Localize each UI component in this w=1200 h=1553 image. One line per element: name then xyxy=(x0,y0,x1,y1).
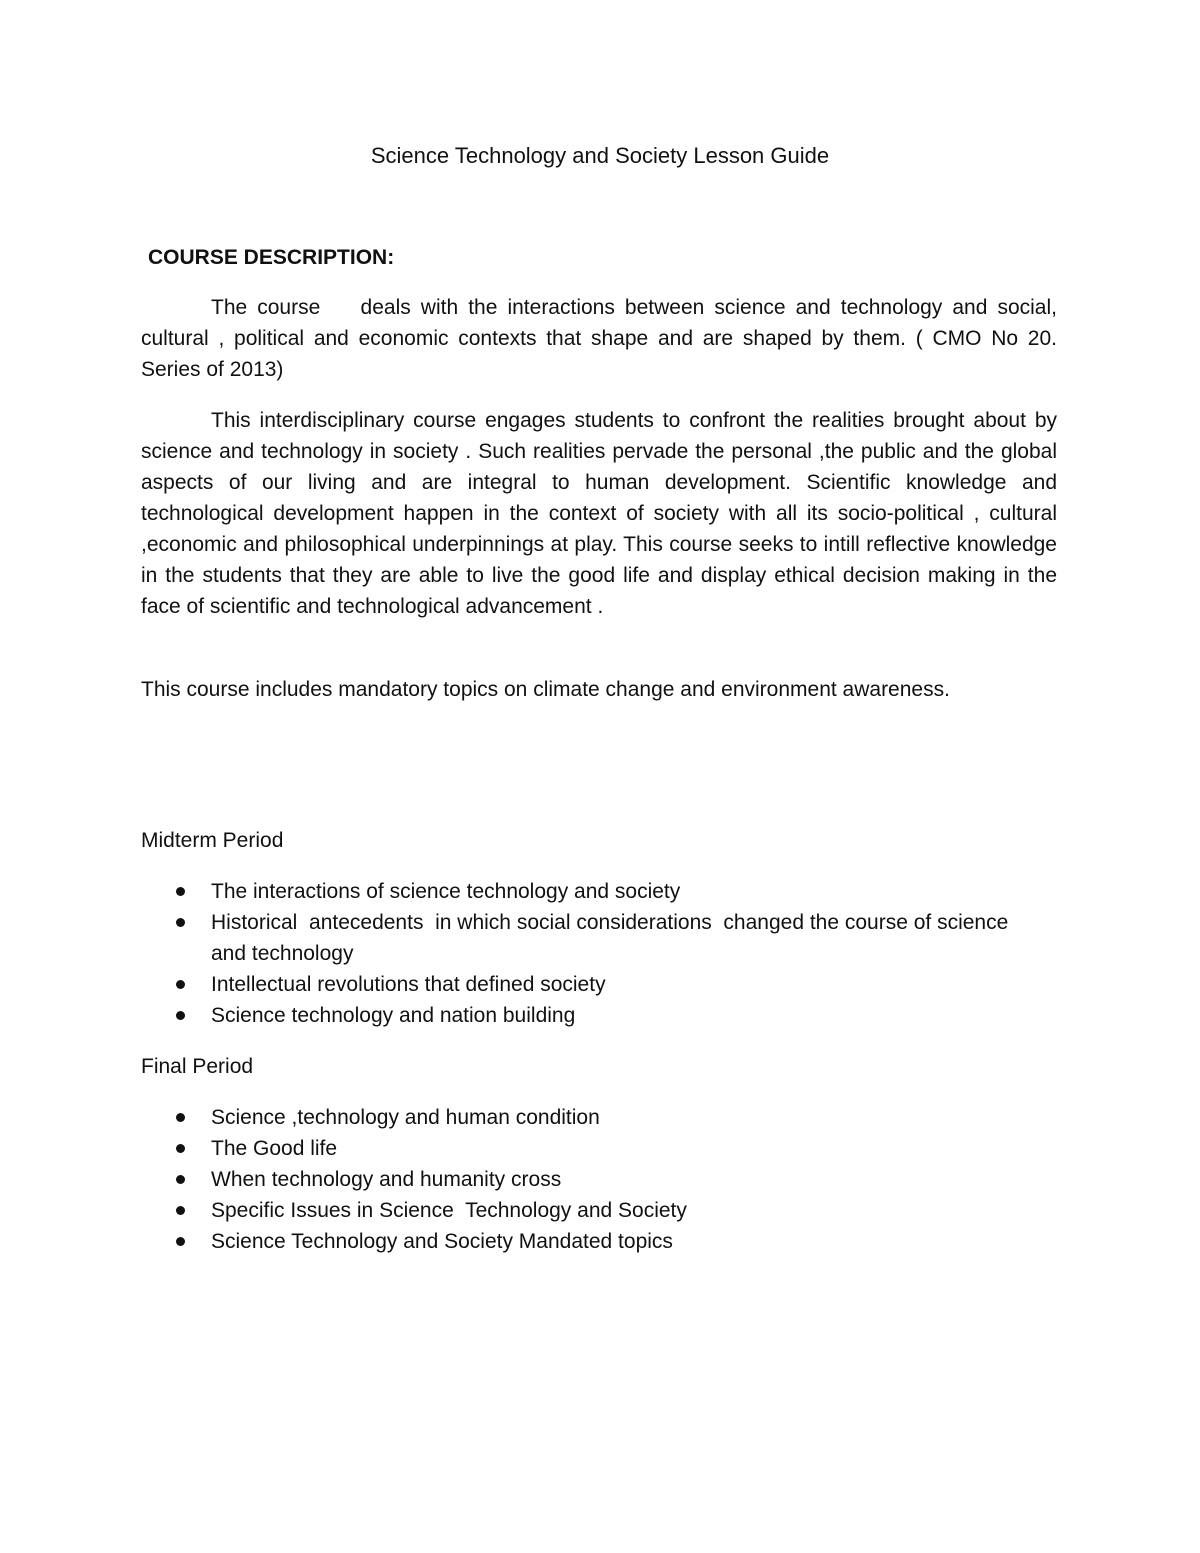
bullet-icon xyxy=(176,1237,185,1246)
bullet-icon xyxy=(176,918,185,927)
bullet-icon xyxy=(176,887,185,896)
paragraph-text: This course includes mandatory topics on climate change and environment awareness. xyxy=(141,678,950,701)
list-item-text: Intellectual revolutions that defined society xyxy=(211,973,606,996)
list-item xyxy=(141,1195,1041,1226)
bullet-icon xyxy=(176,1206,185,1215)
list-item-text: Historical antecedents in which social considerations changed the course of science and technology xyxy=(211,911,1015,965)
bullet-icon xyxy=(176,1113,185,1122)
bullet-icon xyxy=(176,1011,185,1020)
list-item-text: Specific Issues in Science Technology and Society xyxy=(211,1199,687,1222)
midterm-topic-list xyxy=(141,876,1041,1031)
midterm-period-heading: Midterm Period xyxy=(141,829,284,852)
list-item xyxy=(141,1102,1041,1133)
final-topic-list xyxy=(141,1102,1041,1257)
list-item-text: Science Technology and Society Mandated topics xyxy=(211,1230,673,1253)
list-item xyxy=(141,1133,1041,1164)
list-item-text: The Good life xyxy=(211,1137,338,1160)
course-description-paragraph xyxy=(141,674,1057,705)
bullet-icon xyxy=(176,980,185,989)
paragraph-text: This interdisciplinary course engages students to confront the realities brought about by science and technology in society . Such realities pervade the personal ,the public and the global aspects of our living and are integral to human development. Scientific knowledge and technological development happen in the context of society with all its socio-political , cultural ,economic and philosophical underpinnings at play. This course seeks to intill reflective knowledge in the students that they are able to live the good life and display ethical decision making in the face of scientific and technological advancement . xyxy=(141,409,1057,618)
list-item xyxy=(141,1000,1041,1031)
final-period-heading: Final Period xyxy=(141,1055,254,1078)
list-item xyxy=(141,1226,1041,1257)
list-item-text: Science technology and nation building xyxy=(211,1004,576,1027)
list-item-text: Science ,technology and human condition xyxy=(211,1106,600,1129)
list-item xyxy=(141,969,1041,1000)
list-item xyxy=(141,907,1041,969)
bullet-icon xyxy=(176,1175,185,1184)
document-title: Science Technology and Society Lesson Guide xyxy=(370,143,830,168)
list-item xyxy=(141,876,1041,907)
paragraph-text: The course deals with the interactions between science and technology and social, cultural , political and economic contexts that shape and are shaped by them. ( CMO No 20. Series of 2013) xyxy=(141,296,1063,381)
list-item-text: When technology and humanity cross xyxy=(211,1168,562,1191)
list-item xyxy=(141,1164,1041,1195)
course-description-paragraph xyxy=(141,292,1063,385)
list-item-text: The interactions of science technology and society xyxy=(211,880,681,903)
course-description-paragraph xyxy=(141,405,1057,622)
course-description-heading: COURSE DESCRIPTION: xyxy=(148,246,395,269)
bullet-icon xyxy=(176,1144,185,1153)
